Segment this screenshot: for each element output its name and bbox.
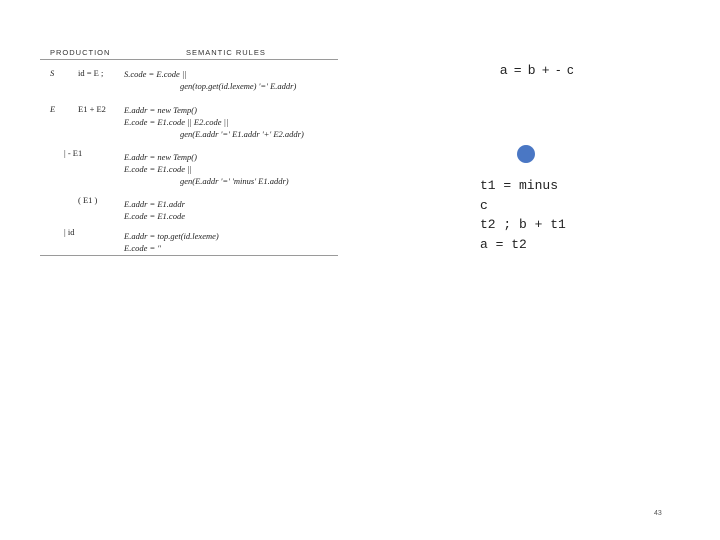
rule-line-text: E.code = '' — [124, 243, 161, 253]
rule-line-text: gen(top.get(id.lexeme) '=' E.addr) — [180, 81, 297, 91]
rule-line-text: E.code = E1.code — [124, 211, 185, 221]
header-production: PRODUCTION — [50, 48, 111, 57]
rule-line-text: gen(E.addr '=' E1.addr '+' E2.addr) — [180, 129, 304, 139]
row-production: | - E1 — [64, 148, 83, 158]
row-production: E1 + E2 — [78, 104, 106, 114]
rule-line-text: gen(E.addr '=' 'minus' E1.addr) — [180, 176, 289, 186]
code-line: t2 ; b + t1 — [480, 217, 566, 232]
row-lhs: S — [50, 68, 55, 78]
rule-line-text: E.addr = new Temp() — [124, 152, 197, 162]
page-number: 43 — [654, 510, 662, 517]
rule-line-text: E.addr = E1.addr — [124, 199, 185, 209]
row-semantic-rules — [124, 68, 296, 92]
row-production: id = E ; — [78, 68, 104, 78]
blue-dot-marker — [517, 145, 535, 163]
code-line: c — [480, 197, 488, 213]
sdt-table — [40, 48, 338, 256]
three-address-code — [480, 176, 566, 254]
rule-line-text: E.addr = top.get(id.lexeme) — [124, 231, 219, 241]
rule-line-text: E.addr = new Temp() — [124, 105, 197, 115]
row-semantic-rules — [124, 230, 219, 254]
rule-line-text: E.code = E1.code || E2.code || — [124, 117, 229, 127]
code-line: t1 = minus — [480, 178, 559, 193]
code-line: a = t2 — [480, 236, 527, 252]
row-semantic-rules — [124, 198, 185, 222]
expression-title: a = b + - c — [500, 62, 576, 77]
row-lhs: E — [50, 104, 56, 114]
row-semantic-rules — [124, 151, 289, 187]
header-rule-line — [40, 59, 338, 60]
table-bottom-rule — [40, 255, 338, 256]
rule-line-text: S.code = E.code || — [124, 69, 187, 79]
row-production: ( E1 ) — [78, 195, 98, 205]
rule-line-text: E.code = E1.code || — [124, 164, 192, 174]
header-semantic-rules: SEMANTIC RULES — [186, 48, 266, 57]
row-semantic-rules — [124, 104, 304, 140]
row-production: | id — [64, 227, 75, 237]
